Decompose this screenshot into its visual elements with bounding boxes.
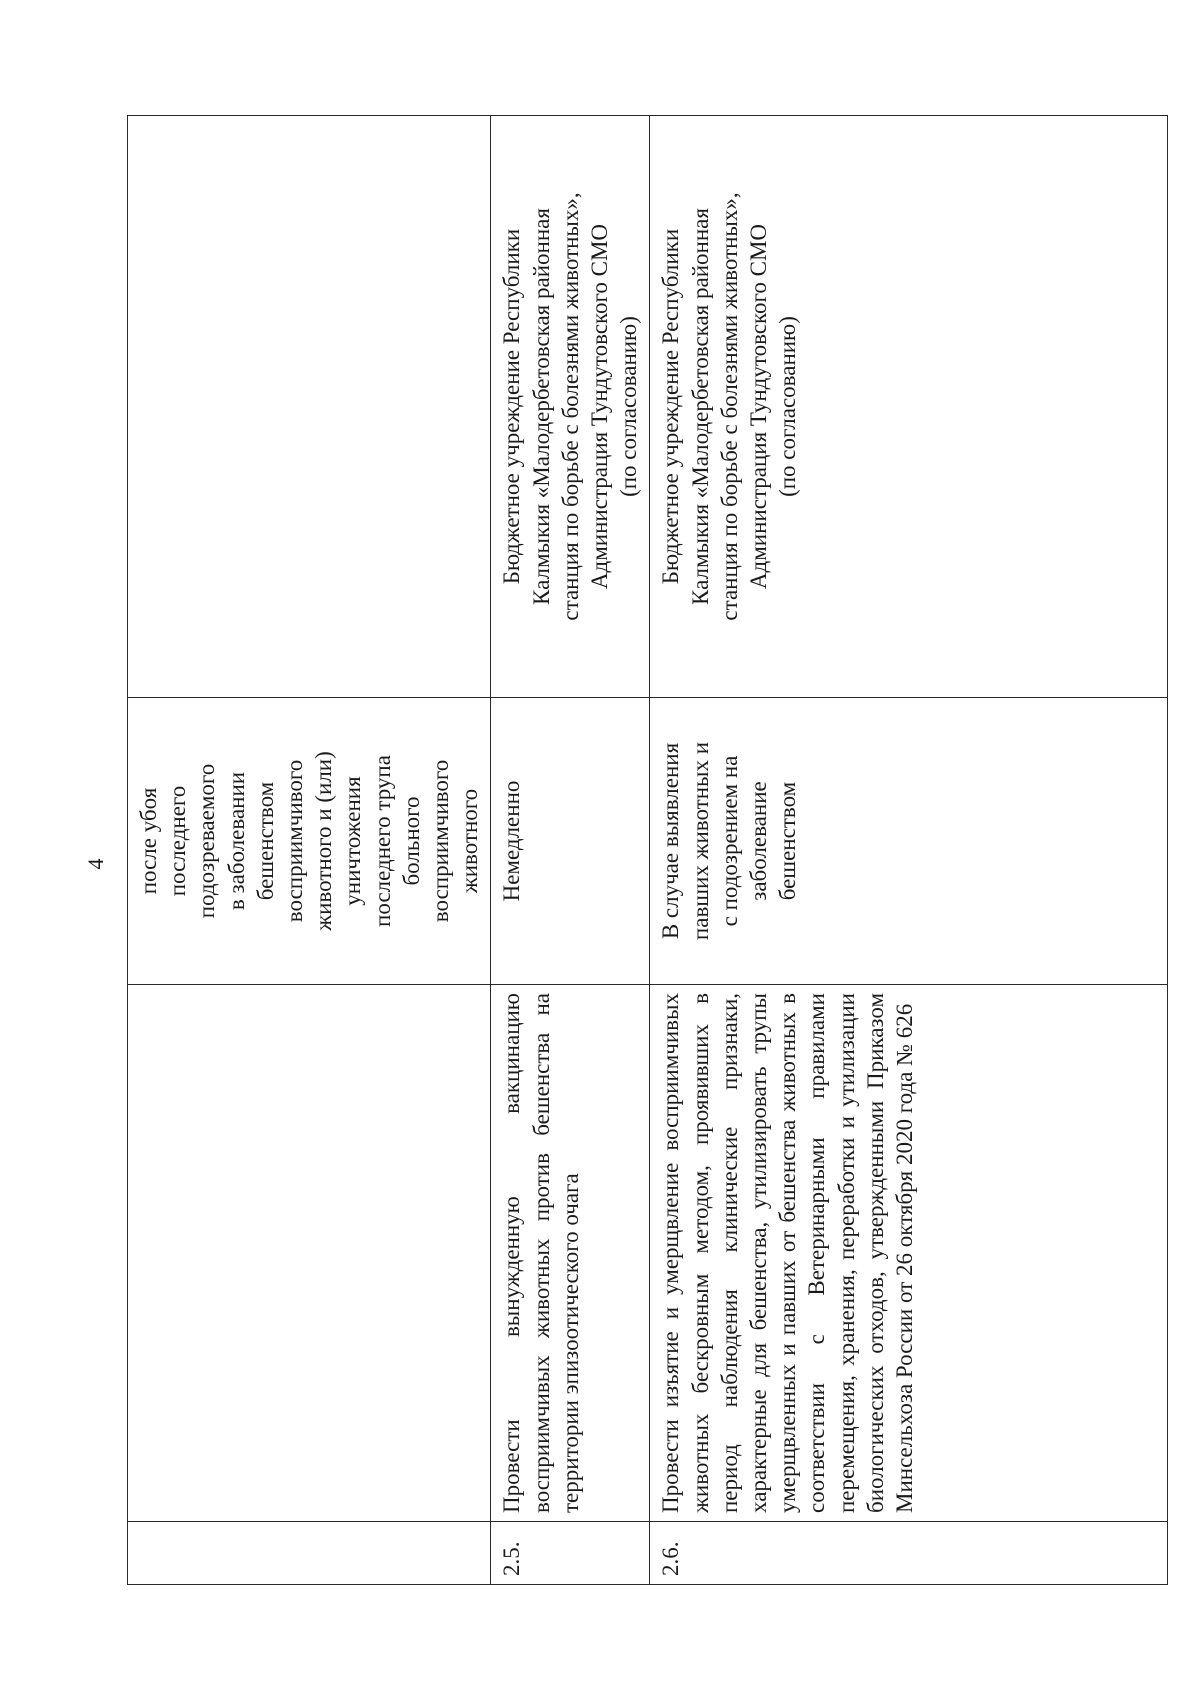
term-line: восприимчивого	[282, 759, 308, 923]
term-line: уничтожения	[340, 776, 366, 906]
term-line: Немедленно	[499, 780, 525, 902]
term-line: В случае выявления	[658, 742, 684, 940]
responsible-line: Бюджетное учреждение Республики	[658, 228, 684, 585]
responsible-line: станция по борьбе с болезнями животных»,	[557, 192, 583, 621]
responsible-cell	[650, 116, 1168, 698]
table-row	[650, 116, 1168, 1585]
term-cell	[128, 698, 491, 985]
responsible-line: (по согласованию)	[775, 316, 801, 497]
rotated-content	[127, 115, 1137, 1585]
row-number-cell: 2.5.	[491, 1522, 650, 1585]
term-line: бешенством	[252, 781, 278, 901]
term-line: павших животных и	[687, 741, 713, 941]
term-line: после убоя	[136, 787, 161, 895]
task-cell: Провести изъятие и умерщвление восприимчивых животных бескровным методом, проявивших в период наблюдения клинические признаки, характерные для бешенства, утилизировать трупы умерщвленных и павших от бешенства животных в соответствии с Ветеринарными правилами перемещения, хранения, переработки и утилизации биологических отходов, утвержденными Приказом Минсельхоза России от 26 октября 2020 года № 626	[650, 985, 1168, 1522]
table-row	[128, 116, 491, 1585]
term-cell	[491, 698, 650, 985]
responsible-line: Бюджетное учреждение Республики	[499, 228, 525, 585]
responsible-cell	[128, 116, 491, 698]
responsible-line: Администрация Тундутовского СМО	[587, 223, 613, 590]
term-line: бешенством	[775, 781, 801, 901]
responsible-line: (по согласованию)	[616, 316, 642, 497]
term-line: подозреваемого	[194, 763, 220, 919]
term-line: с подозрением на	[716, 755, 742, 927]
row-number-cell	[128, 1522, 491, 1585]
term-line: в заболевании	[223, 771, 249, 911]
responsible-line: станция по борьбе с болезнями животных»,	[716, 192, 742, 621]
table-row	[491, 116, 650, 1585]
responsible-line: Калмыкия «Малодербетовская районная	[687, 208, 713, 605]
term-line: заболевание	[746, 781, 772, 901]
term-line: последнего	[165, 785, 191, 897]
task-cell: Провести вынужденную вакцинацию восприимчивых животных против бешенства на территории эпизоотического очага	[491, 985, 650, 1522]
landscape-page	[127, 115, 1137, 1585]
term-line: животного и (или)	[311, 751, 337, 931]
term-line: последнего трупа	[369, 755, 395, 927]
term-line: восприимчивого	[428, 759, 454, 923]
page-number: 4	[83, 858, 108, 870]
task-cell	[128, 985, 491, 1522]
measures-table	[127, 115, 1168, 1585]
term-cell	[650, 698, 1168, 985]
responsible-line: Администрация Тундутовского СМО	[746, 223, 772, 590]
responsible-cell	[491, 116, 650, 698]
term-line: больного	[398, 796, 424, 886]
responsible-line: Калмыкия «Малодербетовская районная	[528, 208, 554, 605]
row-number-cell: 2.6.	[650, 1522, 1168, 1585]
term-line: животного	[457, 788, 483, 894]
